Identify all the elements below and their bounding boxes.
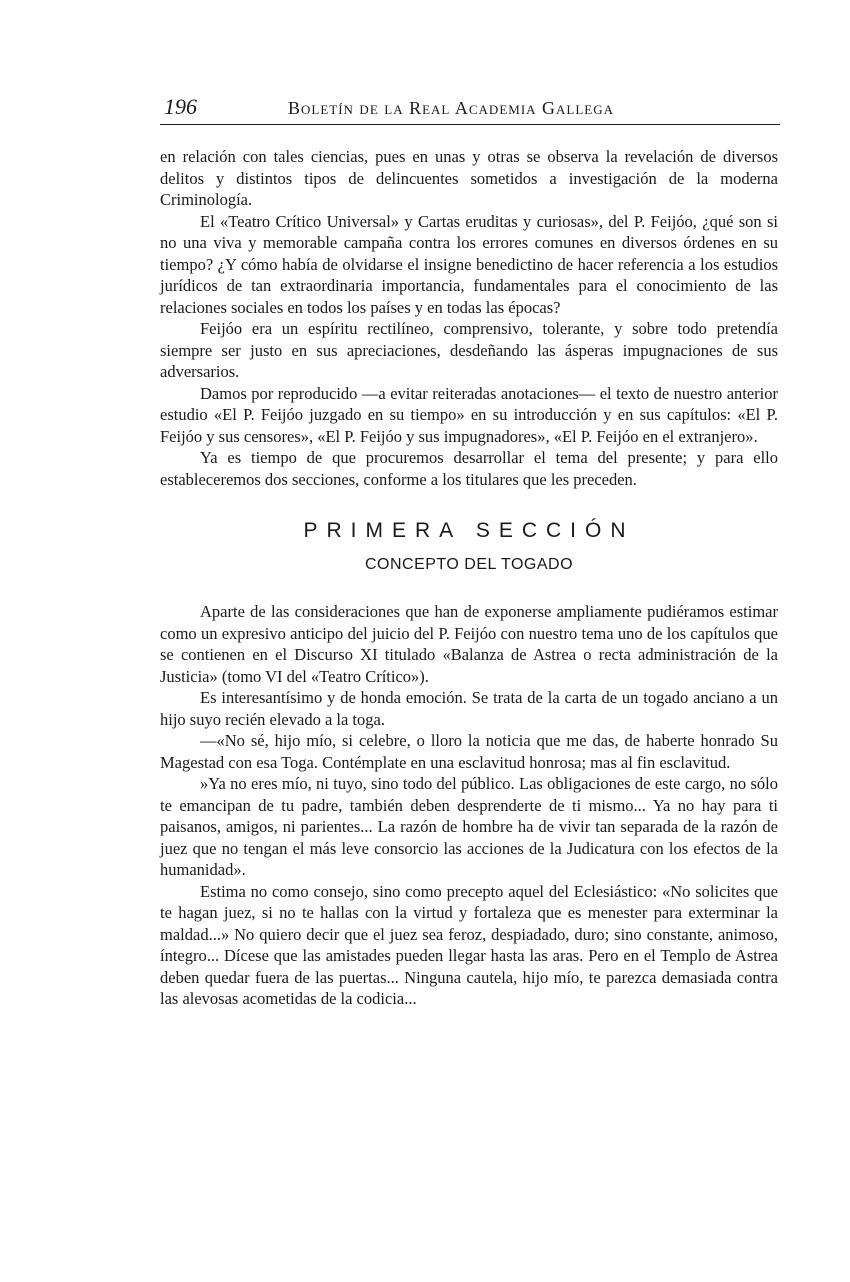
paragraph: —«No sé, hijo mío, si celebre, o lloro la noticia que me das, de haberte honrado Su Magestad con esa Toga. Contémplate en una esclavitud honrosa; mas al fin esclavitud. [160, 731, 778, 772]
paragraph: en relación con tales ciencias, pues en unas y otras se observa la revelación de diversos delitos y distintos tipos de delincuentes sometidos a investigación de la moderna Criminología. [160, 147, 778, 209]
page-number: 196 [164, 94, 197, 119]
running-head: Boletín de la Real Academia Gallega [288, 98, 615, 118]
paragraph: Estima no como consejo, sino como precepto aquel del Eclesiástico: «No solicites que te hagan juez, si no te hallas con la virtud y fortaleza que es menester para exterminar la maldad...» No quiero decir que el juez sea feroz, despiadado, duro; sino constante, animoso, íntegro... Dícese que las amistades pueden llegar hasta las aras. Pero en el Templo de Astrea deben quedar fuera de las puertas... Ninguna cautela, hijo mío, te parezca demasiada contra las alevosas acometidas de la codicia... [160, 881, 778, 1008]
paragraph: Aparte de las consideraciones que han de exponerse ampliamente pudiéramos estimar como un expresivo anticipo del juicio del P. Feijóo con nuestro tema uno de los capítulos que se contienen en el Discurso XI titulado «Balanza de Astrea o recta administración de la Justicia» (tomo VI del «Teatro Crítico»). [160, 602, 778, 686]
section-title: PRIMERA SECCIÓN [303, 519, 635, 542]
body-text [160, 146, 778, 1010]
paragraph: »Ya no eres mío, ni tuyo, sino todo del público. Las obligaciones de este cargo, no sólo te emancipan de tu padre, también deben desprenderte de ti mismo... Ya no hay para ti paisanos, amigos, ni parientes... La razón de hombre ha de vivir tan separada de la razón de juez que no tengan el más leve consorcio las acciones de la Judicatura con los efectos de la humanidad». [160, 774, 778, 879]
paragraph: Es interesantísimo y de honda emoción. Se trata de la carta de un togado anciano a un hijo suyo recién elevado a la toga. [160, 688, 778, 729]
paragraph: Ya es tiempo de que procuremos desarrollar el tema del presente; y para ello estableceremos dos secciones, conforme a los titulares que les preceden. [160, 448, 778, 489]
page-header [160, 92, 780, 125]
paragraph: El «Teatro Crítico Universal» y Cartas eruditas y curiosas», del P. Feijóo, ¿qué son si no una viva y memorable campaña contra los errores comunes en diversos órdenes en su tiempo? ¿Y cómo había de olvidarse el insigne benedictino de hacer referencia a los estudios jurídicos de tan extraordinaria importancia, fundamentales para el conocimiento de las relaciones sociales en todos los países y en todas las épocas? [160, 211, 778, 317]
paragraph: Damos por reproducido —a evitar reiteradas anotaciones— el texto de nuestro anterior estudio «El P. Feijóo juzgado en su tiempo» en su introducción y en sus capítulos: «El P. Feijóo y sus censores», «El P. Feijóo y sus impugnadores», «El P. Feijóo en el extranjero». [160, 383, 778, 446]
subsection-title: CONCEPTO DEL TOGADO [364, 555, 574, 573]
paragraph: Feijóo era un espíritu rectilíneo, comprensivo, tolerante, y sobre todo pretendía siempre ser justo en sus apreciaciones, desdeñando las ásperas impugnaciones de sus adversarios. [160, 319, 778, 381]
